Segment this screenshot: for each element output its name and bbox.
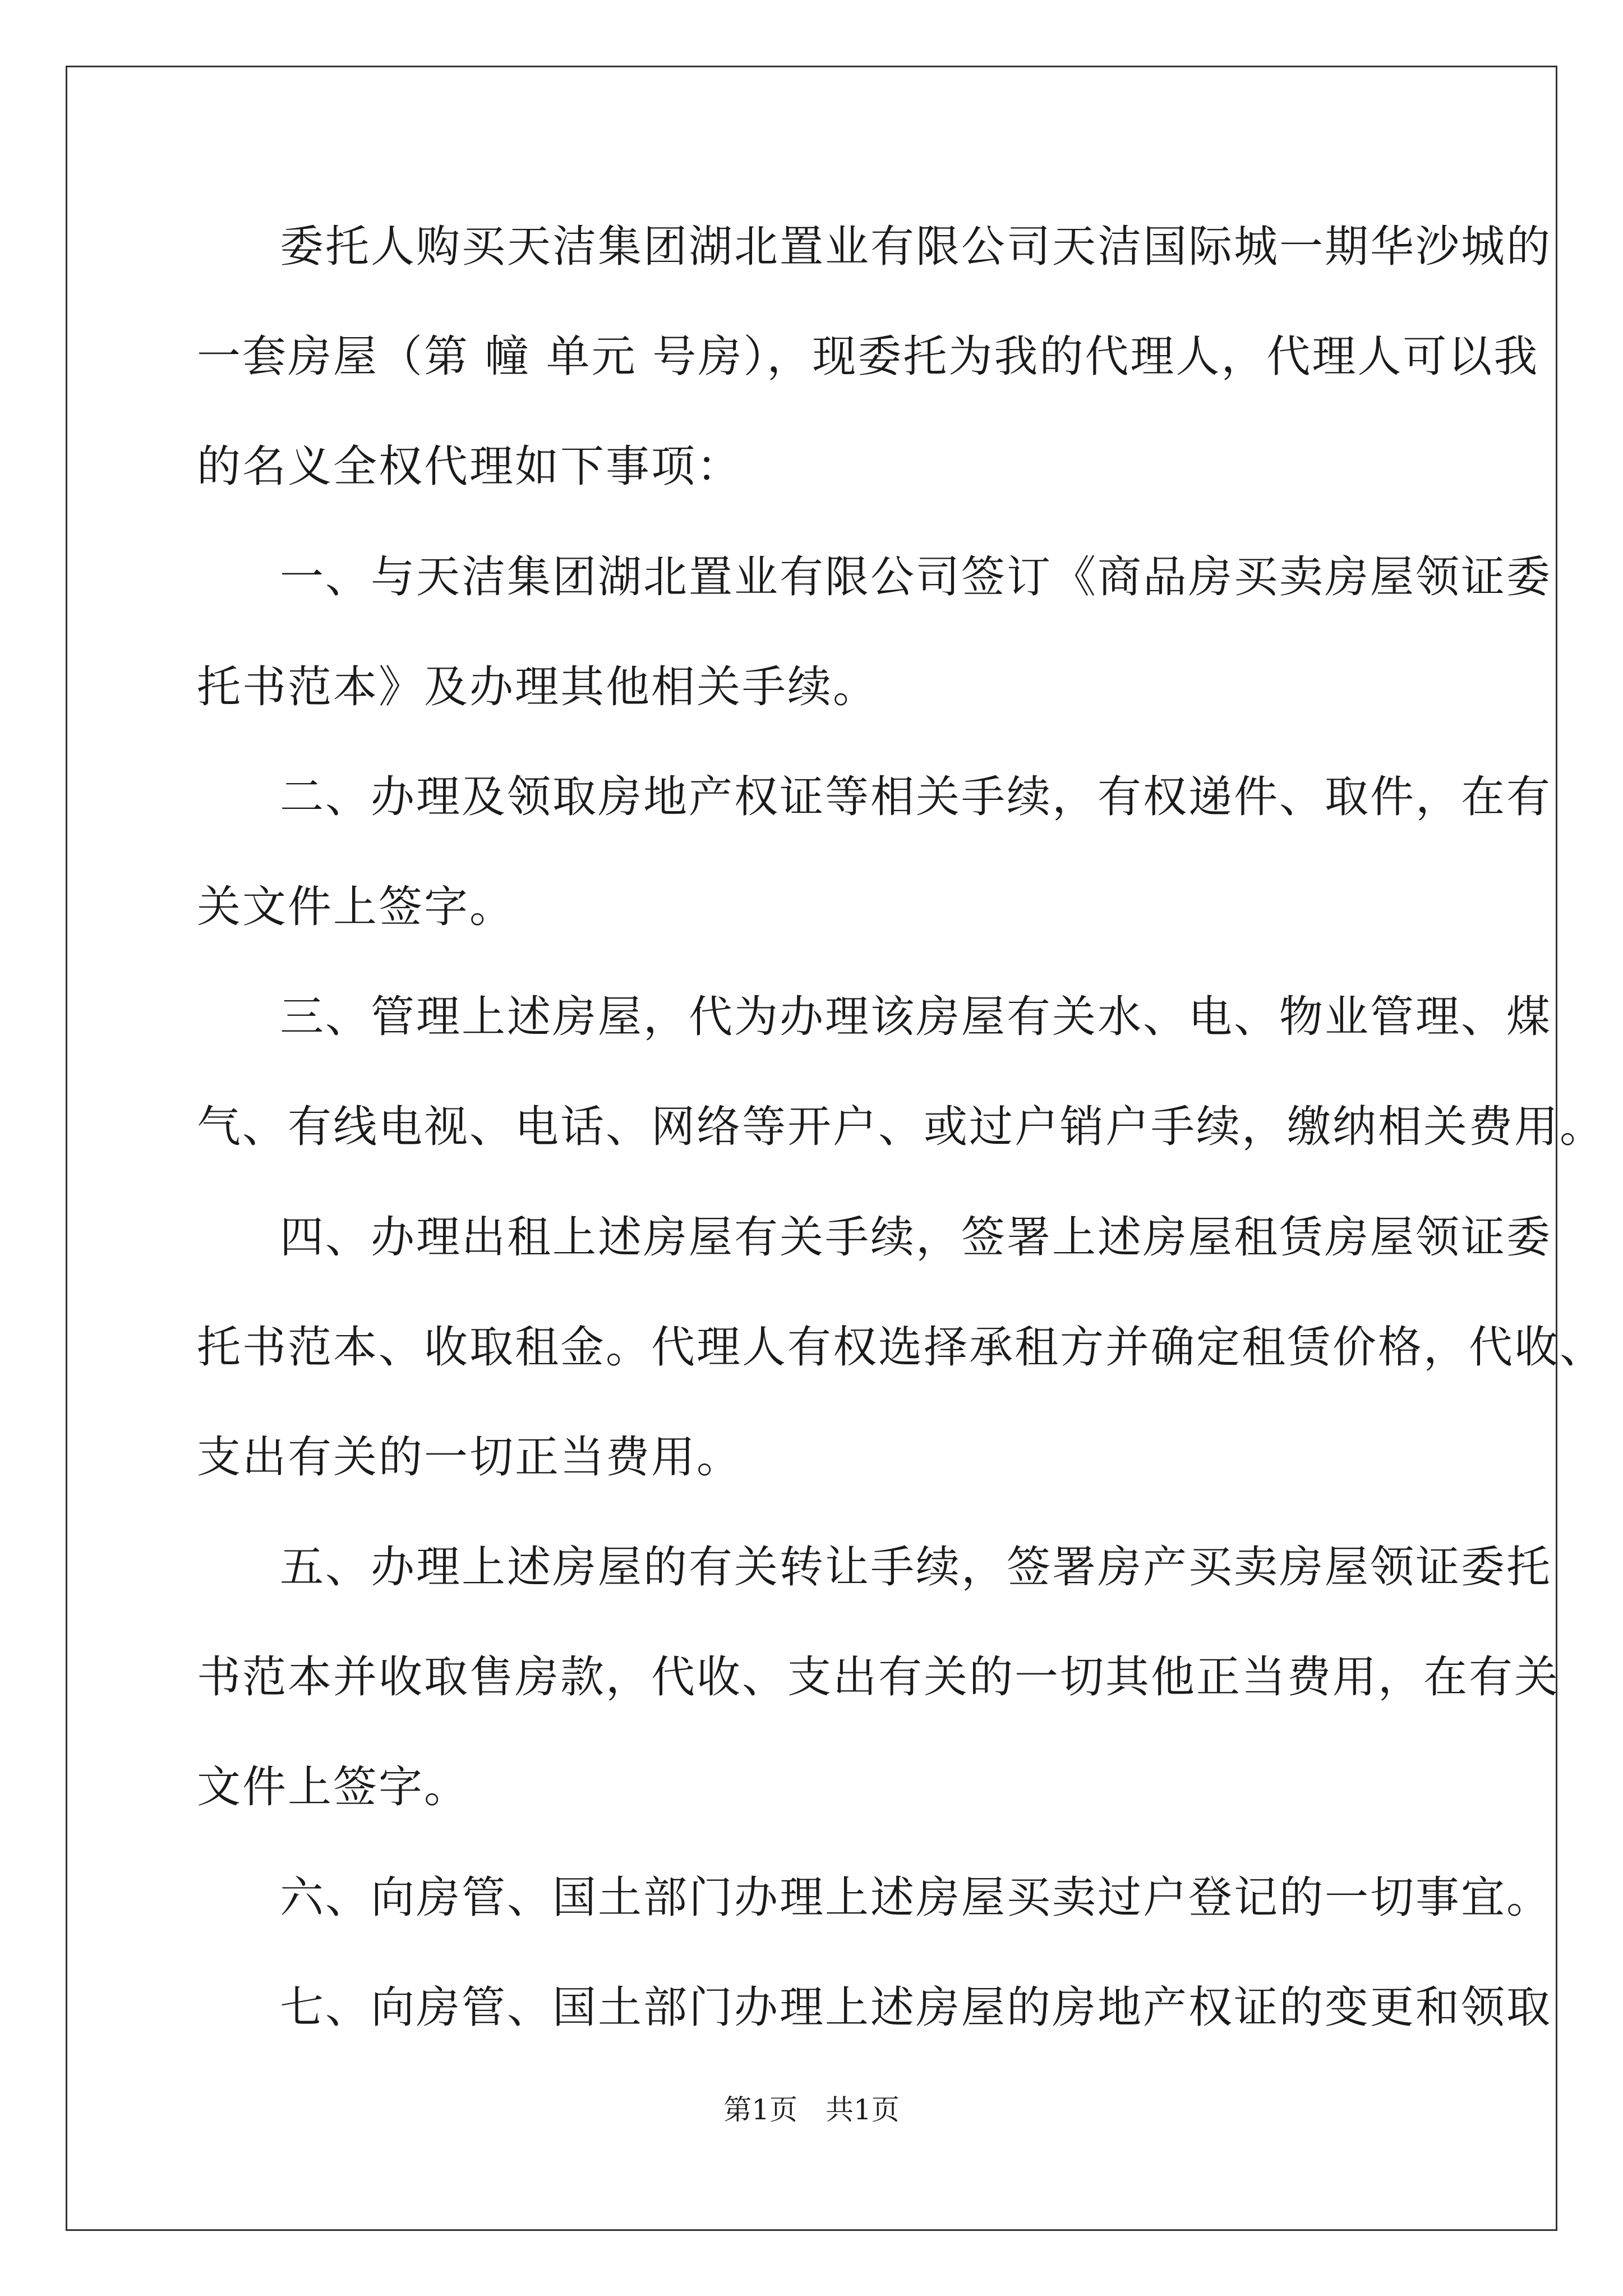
paragraph-line: 四、办理出租上述房屋有关手续，签署上述房屋租赁房屋领证委: [280, 1212, 1552, 1263]
paragraph-line: 文件上签字。: [197, 1762, 470, 1812]
paragraph-line: 一套房屋（第 幢 单元 号房），现委托为我的代理人，代理人可以我: [197, 332, 1539, 382]
paragraph-line: 的名义全权代理如下事项：: [197, 441, 743, 492]
page-number: 第1页: [723, 2093, 797, 2126]
paragraph-line: 六、向房管、国土部门办理上述房屋买卖过户登记的一切事宜。: [280, 1872, 1552, 1923]
paragraph-line: 气、有线电视、电话、网络等开户、或过户销户手续，缴纳相关费用。: [197, 1102, 1606, 1152]
paragraph-line: 五、办理上述房屋的有关转让手续，签署房产买卖房屋领证委托: [280, 1542, 1552, 1593]
paragraph-line: 书范本并收取售房款，代收、支出有关的一切其他正当费用，在有关: [197, 1652, 1560, 1703]
paragraph-line: 七、向房管、国土部门办理上述房屋的房地产权证的变更和领取: [280, 1982, 1552, 2033]
paragraph-line: 委托人购买天洁集团湖北置业有限公司天洁国际城一期华沙城的: [280, 222, 1552, 272]
paragraph-line: 支出有关的一切正当费用。: [197, 1432, 743, 1483]
paragraph-line: 托书范本、收取租金。代理人有权选择承租方并确定租赁价格，代收、: [197, 1322, 1606, 1373]
paragraph-line: 关文件上签字。: [197, 882, 515, 932]
paragraph-line: 一、与天洁集团湖北置业有限公司签订《商品房买卖房屋领证委: [280, 552, 1552, 602]
page-footer: [0, 2090, 1623, 2129]
paragraph-line: 三、管理上述房屋，代为办理该房屋有关水、电、物业管理、煤: [280, 992, 1552, 1042]
paragraph-line: 二、办理及领取房地产权证等相关手续，有权递件、取件，在有: [280, 772, 1552, 822]
page-total: 共1页: [826, 2093, 900, 2126]
paragraph-line: 托书范本》及办理其他相关手续。: [197, 662, 879, 712]
